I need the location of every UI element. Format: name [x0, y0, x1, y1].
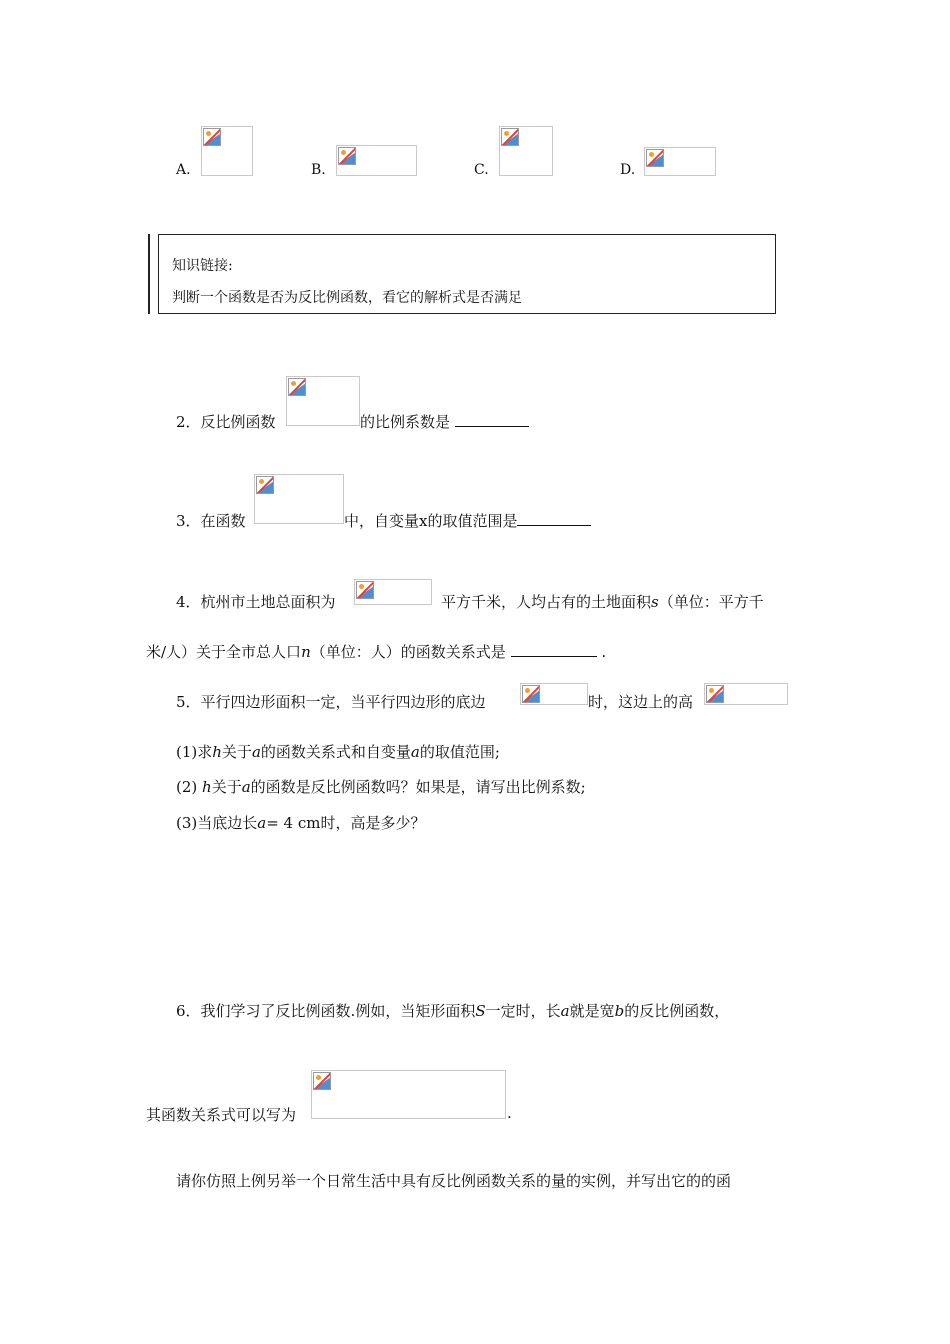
option-c-label: C. — [474, 162, 489, 178]
q5-text: 5．平行四边形面积一定，当平行四边形的底边 — [176, 693, 486, 711]
knowledge-box — [158, 234, 776, 314]
q5-base-image — [520, 683, 588, 705]
q4-text: 4．杭州市土地总面积为 — [176, 593, 336, 611]
knowledge-title: 知识链接: — [172, 258, 233, 274]
q4-line2: 米/人）关于全市总人口n（单位：人）的函数关系式是 . — [146, 643, 607, 661]
q3-text-tail: 中，自变量x的取值范围是 — [344, 510, 591, 531]
q5-text-mid: 时，这边上的高 — [588, 693, 694, 711]
option-a-label: A. — [176, 162, 191, 178]
option-d-label: D. — [620, 162, 636, 178]
q6-formula-image — [311, 1070, 506, 1119]
q5-sub2: (2) h关于a的函数是反比例函数吗？如果是，请写出比例系数; — [176, 778, 586, 796]
option-a-image — [201, 126, 253, 176]
q6-line2: 其函数关系式可以写为 — [146, 1106, 297, 1124]
image-placeholder-icon — [288, 378, 306, 396]
q2-formula-image — [286, 376, 360, 426]
image-placeholder-icon — [338, 147, 356, 165]
q6-line2-end: . — [507, 1104, 512, 1122]
q6-line3: 请你仿照上例另举一个日常生活中具有反比例函数关系的量的实例，并写出它的的函 — [176, 1172, 732, 1190]
image-placeholder-icon — [501, 128, 519, 146]
image-placeholder-icon — [313, 1072, 331, 1090]
q3-answer-blank[interactable] — [517, 525, 591, 526]
q3-text: 3．在函数 — [176, 512, 246, 530]
q2-text-tail: 的比例系数是 — [360, 411, 529, 432]
knowledge-box-side-bar — [148, 234, 150, 314]
option-c-image — [499, 126, 553, 176]
option-b-image — [336, 145, 417, 176]
q4-text-tail: 平方千米，人均占有的土地面积s（单位：平方千 — [441, 593, 764, 611]
q4-answer-blank[interactable] — [511, 656, 597, 657]
image-placeholder-icon — [706, 685, 724, 703]
q4-area-image — [354, 579, 432, 605]
q2-answer-blank[interactable] — [455, 426, 529, 427]
image-placeholder-icon — [356, 581, 374, 599]
option-b-label: B. — [311, 162, 326, 178]
image-placeholder-icon — [646, 149, 664, 167]
knowledge-text: 判断一个函数是否为反比例函数，看它的解析式是否满足 — [172, 290, 522, 306]
q3-formula-image — [254, 474, 344, 524]
q5-height-image — [704, 683, 788, 705]
q5-sub3: (3)当底边长a= 4 cm时，高是多少？ — [176, 814, 426, 832]
q5-sub1: (1)求h关于a的函数关系式和自变量a的取值范围; — [176, 743, 500, 761]
image-placeholder-icon — [256, 476, 274, 494]
option-d-image — [644, 147, 716, 176]
q2-text: 2．反比例函数 — [176, 413, 276, 431]
q6-text: 6．我们学习了反比例函数.例如，当矩形面积S一定时，长a就是宽b的反比例函数， — [176, 1002, 730, 1020]
image-placeholder-icon — [203, 128, 221, 146]
image-placeholder-icon — [522, 685, 540, 703]
